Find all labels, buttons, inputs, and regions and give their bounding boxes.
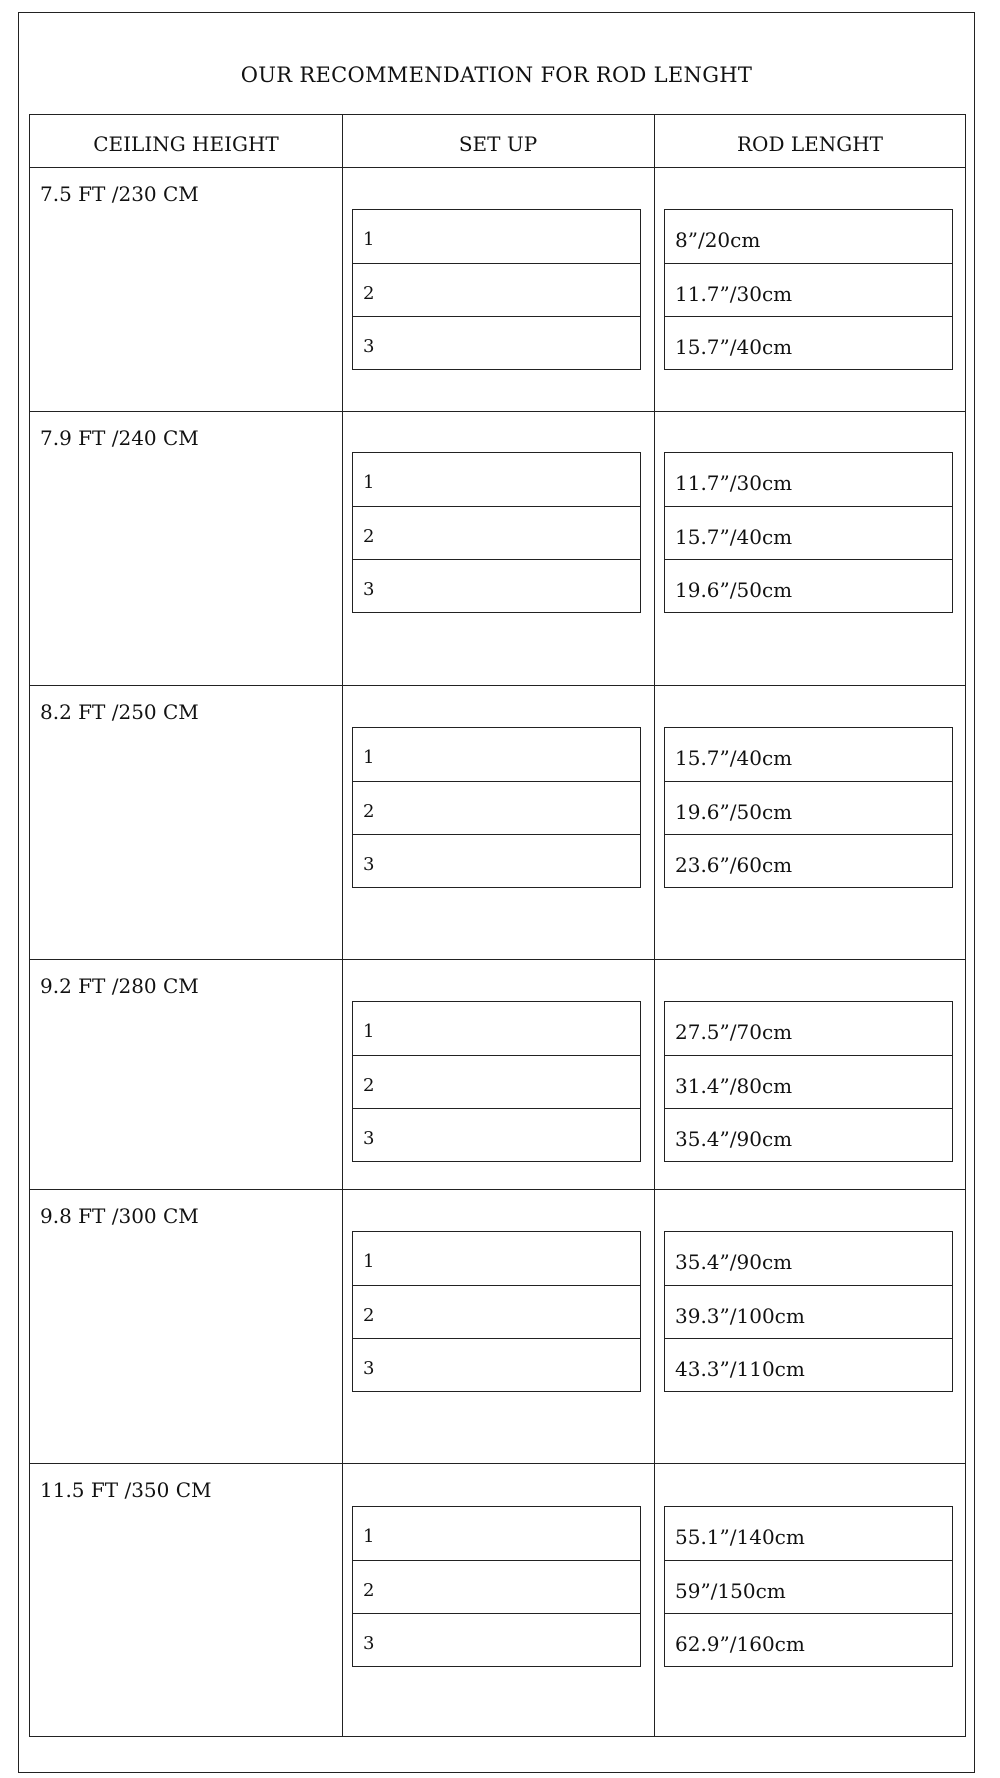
- setup-item: 3: [353, 559, 640, 612]
- setup-item: 3: [353, 316, 640, 369]
- rod-length-item: 11.7”/30cm: [665, 263, 952, 316]
- rod-length-list: [664, 452, 953, 613]
- rod-length-item: 15.7”/40cm: [665, 506, 952, 559]
- setup-item: 3: [353, 834, 640, 887]
- rod-length-item: 19.6”/50cm: [665, 559, 952, 612]
- rod-length-item: 55.1”/140cm: [675, 1525, 805, 1549]
- table-row: [30, 1189, 965, 1463]
- table-row: [30, 411, 965, 685]
- rod-length-list: [664, 1001, 953, 1162]
- setup-item: 3: [353, 1613, 640, 1666]
- rod-length-item: 39.3”/100cm: [665, 1285, 952, 1338]
- ceiling-height-value: 7.9 FT /240 CM: [40, 426, 199, 450]
- rod-length-item: 23.6”/60cm: [665, 834, 952, 887]
- rod-length-item: 15.7”/40cm: [675, 746, 793, 770]
- table-row: [30, 959, 965, 1189]
- page-frame: [18, 12, 975, 1773]
- setup-item: 1: [363, 472, 375, 493]
- header-set-up: SET UP: [458, 132, 538, 156]
- rod-length-item: 27.5”/70cm: [675, 1020, 793, 1044]
- setup-list: [352, 1506, 641, 1667]
- ceiling-height-value: 11.5 FT /350 CM: [40, 1478, 212, 1502]
- rod-length-item: 35.4”/90cm: [675, 1250, 793, 1274]
- table-header: [30, 115, 965, 168]
- setup-item: 2: [353, 506, 640, 559]
- setup-list: [352, 1001, 641, 1162]
- setup-item: 2: [353, 263, 640, 316]
- rod-length-item: 43.3”/110cm: [665, 1338, 952, 1391]
- table-row: [30, 685, 965, 959]
- setup-item: 1: [363, 1251, 375, 1272]
- setup-item: 2: [353, 1560, 640, 1613]
- setup-item: 2: [353, 781, 640, 834]
- rod-length-item: 11.7”/30cm: [675, 471, 793, 495]
- rod-length-item: 31.4”/80cm: [665, 1055, 952, 1108]
- setup-item: 1: [363, 747, 375, 768]
- header-ceiling-height: CEILING HEIGHT: [93, 132, 279, 156]
- setup-list: [352, 1231, 641, 1392]
- setup-item: 1: [363, 1021, 375, 1042]
- rod-length-item: 19.6”/50cm: [665, 781, 952, 834]
- table-row: [30, 168, 965, 411]
- rod-length-item: 15.7”/40cm: [665, 316, 952, 369]
- recommendation-table: [29, 114, 966, 1737]
- setup-item: 2: [353, 1285, 640, 1338]
- setup-item: 3: [353, 1338, 640, 1391]
- rod-length-list: [664, 209, 953, 370]
- rod-length-item: 8”/20cm: [675, 228, 761, 252]
- rod-length-list: [664, 1506, 953, 1667]
- setup-item: 1: [363, 229, 375, 250]
- rod-length-list: [664, 727, 953, 888]
- setup-item: 1: [363, 1526, 375, 1547]
- table-row: [30, 1463, 965, 1737]
- ceiling-height-value: 9.2 FT /280 CM: [40, 974, 199, 998]
- rod-length-item: 35.4”/90cm: [665, 1108, 952, 1161]
- page-title: OUR RECOMMENDATION FOR ROD LENGHT: [240, 63, 753, 87]
- setup-list: [352, 209, 641, 370]
- header-rod-length: ROD LENGHT: [737, 132, 883, 156]
- setup-item: 3: [353, 1108, 640, 1161]
- setup-item: 2: [353, 1055, 640, 1108]
- rod-length-list: [664, 1231, 953, 1392]
- ceiling-height-value: 8.2 FT /250 CM: [40, 700, 199, 724]
- setup-list: [352, 452, 641, 613]
- setup-list: [352, 727, 641, 888]
- rod-length-item: 59”/150cm: [665, 1560, 952, 1613]
- rod-length-item: 62.9”/160cm: [665, 1613, 952, 1666]
- ceiling-height-value: 7.5 FT /230 CM: [40, 182, 199, 206]
- ceiling-height-value: 9.8 FT /300 CM: [40, 1204, 199, 1228]
